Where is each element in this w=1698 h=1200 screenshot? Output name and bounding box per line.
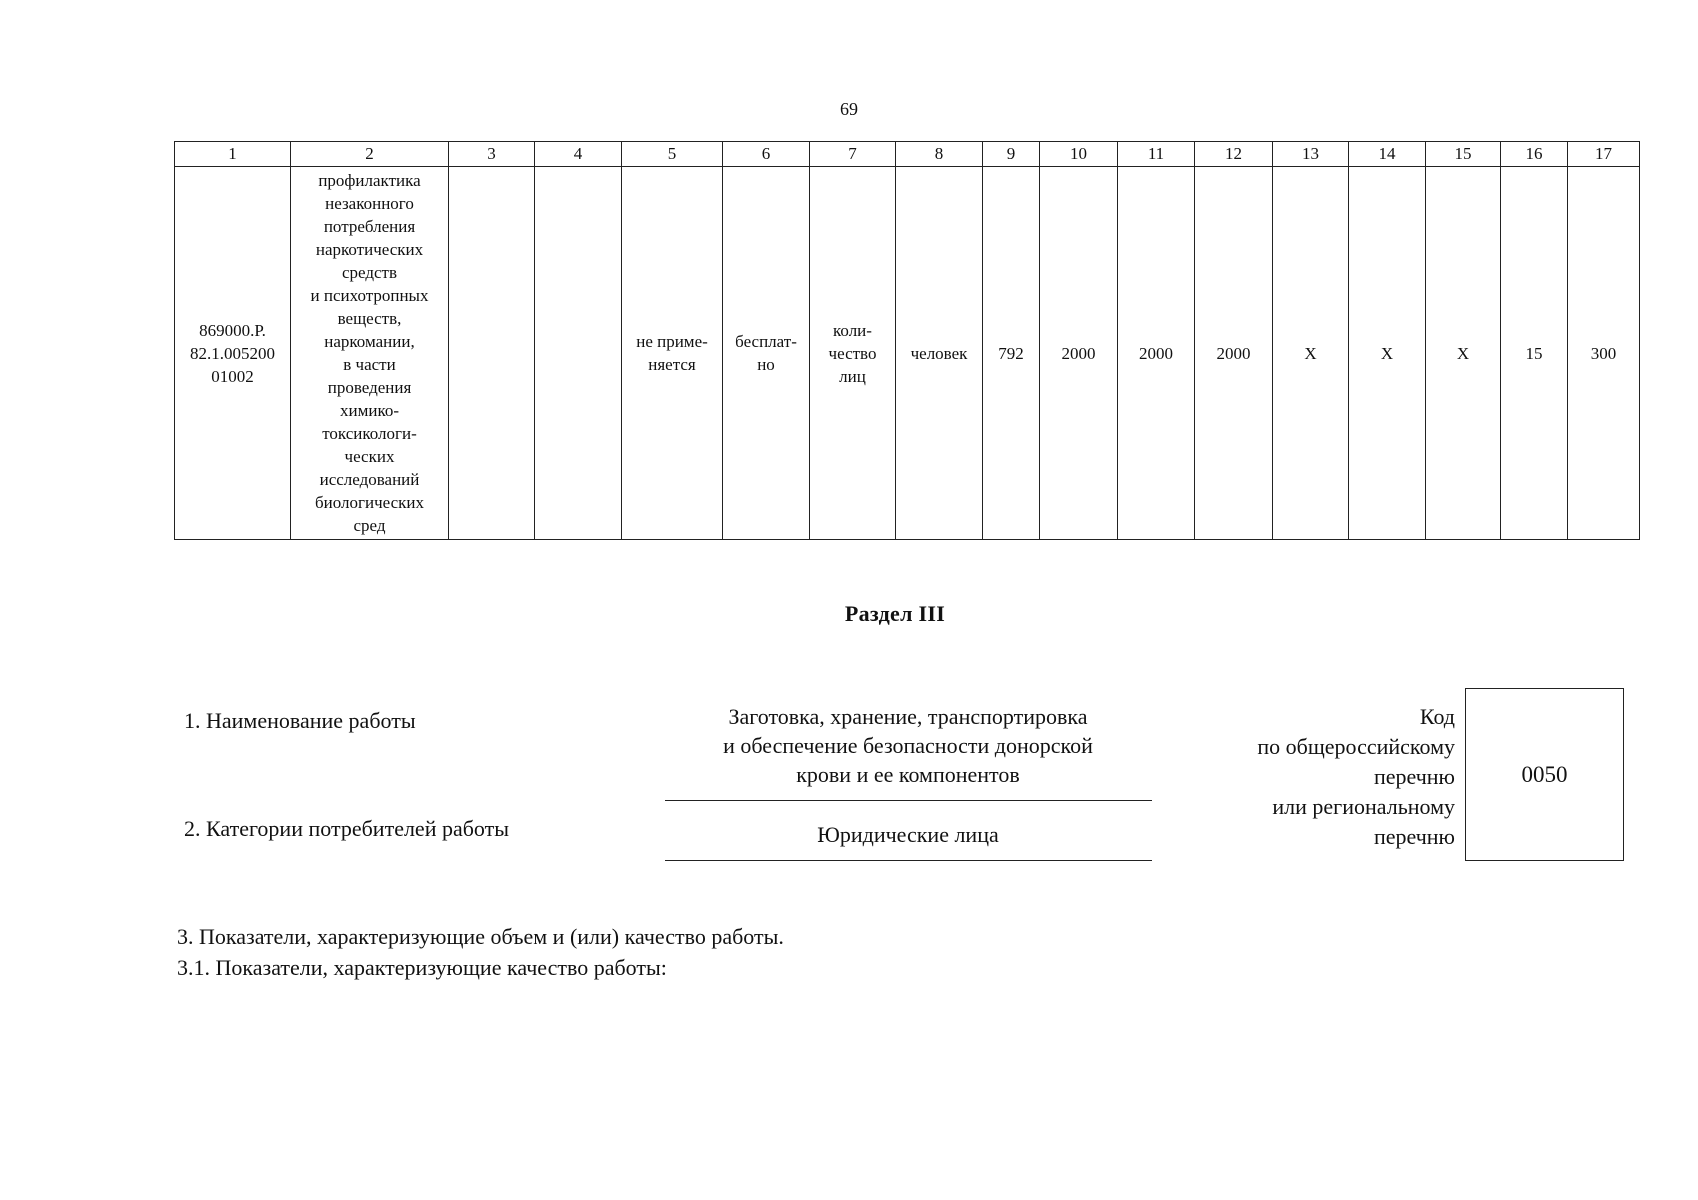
table-header-cell: 6 <box>723 142 810 167</box>
table-cell: не приме- няется <box>622 167 723 540</box>
table-header-cell: 10 <box>1040 142 1118 167</box>
work-name-line: Заготовка, хранение, транспортировка <box>728 704 1088 729</box>
code-label-line: перечню <box>1373 764 1455 789</box>
code-label-line: по общероссийскому <box>1257 734 1455 759</box>
unit-cell: человек <box>896 167 983 540</box>
table-header-cell: 2 <box>291 142 449 167</box>
table-header-cell: 1 <box>175 142 291 167</box>
code-label-line: Код <box>1419 704 1455 729</box>
table-header-cell: 4 <box>535 142 622 167</box>
registry-code-cell: 869000.Р. 82.1.005200 01002 <box>175 167 291 540</box>
consumers-underline <box>665 860 1152 861</box>
table-cell <box>535 167 622 540</box>
okei-code-cell: 792 <box>983 167 1040 540</box>
code-label-line: или региональному <box>1272 794 1455 819</box>
table-header-cell: 9 <box>983 142 1040 167</box>
table-cell: бесплат- но <box>723 167 810 540</box>
deviation-absolute-cell: 300 <box>1568 167 1640 540</box>
table-header-cell: 16 <box>1501 142 1568 167</box>
page-number: 69 <box>840 99 858 119</box>
table-header-cell: 14 <box>1349 142 1426 167</box>
table-header-cell: 7 <box>810 142 896 167</box>
value-cell: 2000 <box>1040 167 1118 540</box>
indicators-heading: 3. Показатели, характеризующие объем и (или) качество работы. <box>177 924 784 949</box>
value-cell: Х <box>1349 167 1426 540</box>
value-cell: Х <box>1426 167 1501 540</box>
table-header-cell: 3 <box>449 142 535 167</box>
value-cell: Х <box>1273 167 1349 540</box>
section-title: Раздел III <box>844 601 946 626</box>
service-content-cell: профилактика незаконного потребления наркотических средств и психотропных веществ, наркомании, в части проведения химико- токсикологи- ческих исследований биологических сред <box>291 167 449 540</box>
code-box <box>1465 688 1624 861</box>
indicator-name-cell: коли- чество лиц <box>810 167 896 540</box>
code-label-line: перечню <box>1373 824 1455 849</box>
work-name-line: и обеспечение безопасности донорской <box>723 733 1093 758</box>
consumers-value: Юридические лица <box>817 822 999 847</box>
table-row <box>175 167 1640 540</box>
table-cell <box>449 167 535 540</box>
work-name-label: 1. Наименование работы <box>184 708 416 733</box>
table-header-cell: 11 <box>1118 142 1195 167</box>
work-name-line: крови и ее компонентов <box>796 762 1020 787</box>
value-cell: 2000 <box>1118 167 1195 540</box>
code-label <box>1170 702 1455 852</box>
table-header-cell: 13 <box>1273 142 1349 167</box>
table-header-cell: 8 <box>896 142 983 167</box>
code-value: 0050 <box>1521 761 1568 787</box>
work-name-value <box>664 702 1152 789</box>
quality-indicators-heading: 3.1. Показатели, характеризующие качество работы: <box>177 955 667 980</box>
table-header-cell: 12 <box>1195 142 1273 167</box>
table-header-row <box>175 142 1640 167</box>
consumers-label: 2. Категории потребителей работы <box>184 816 510 841</box>
deviation-percent-cell: 15 <box>1501 167 1568 540</box>
table-header-cell: 17 <box>1568 142 1640 167</box>
table-header-cell: 5 <box>622 142 723 167</box>
services-table <box>174 141 1640 540</box>
value-cell: 2000 <box>1195 167 1273 540</box>
work-name-underline <box>665 800 1152 801</box>
table-header-cell: 15 <box>1426 142 1501 167</box>
